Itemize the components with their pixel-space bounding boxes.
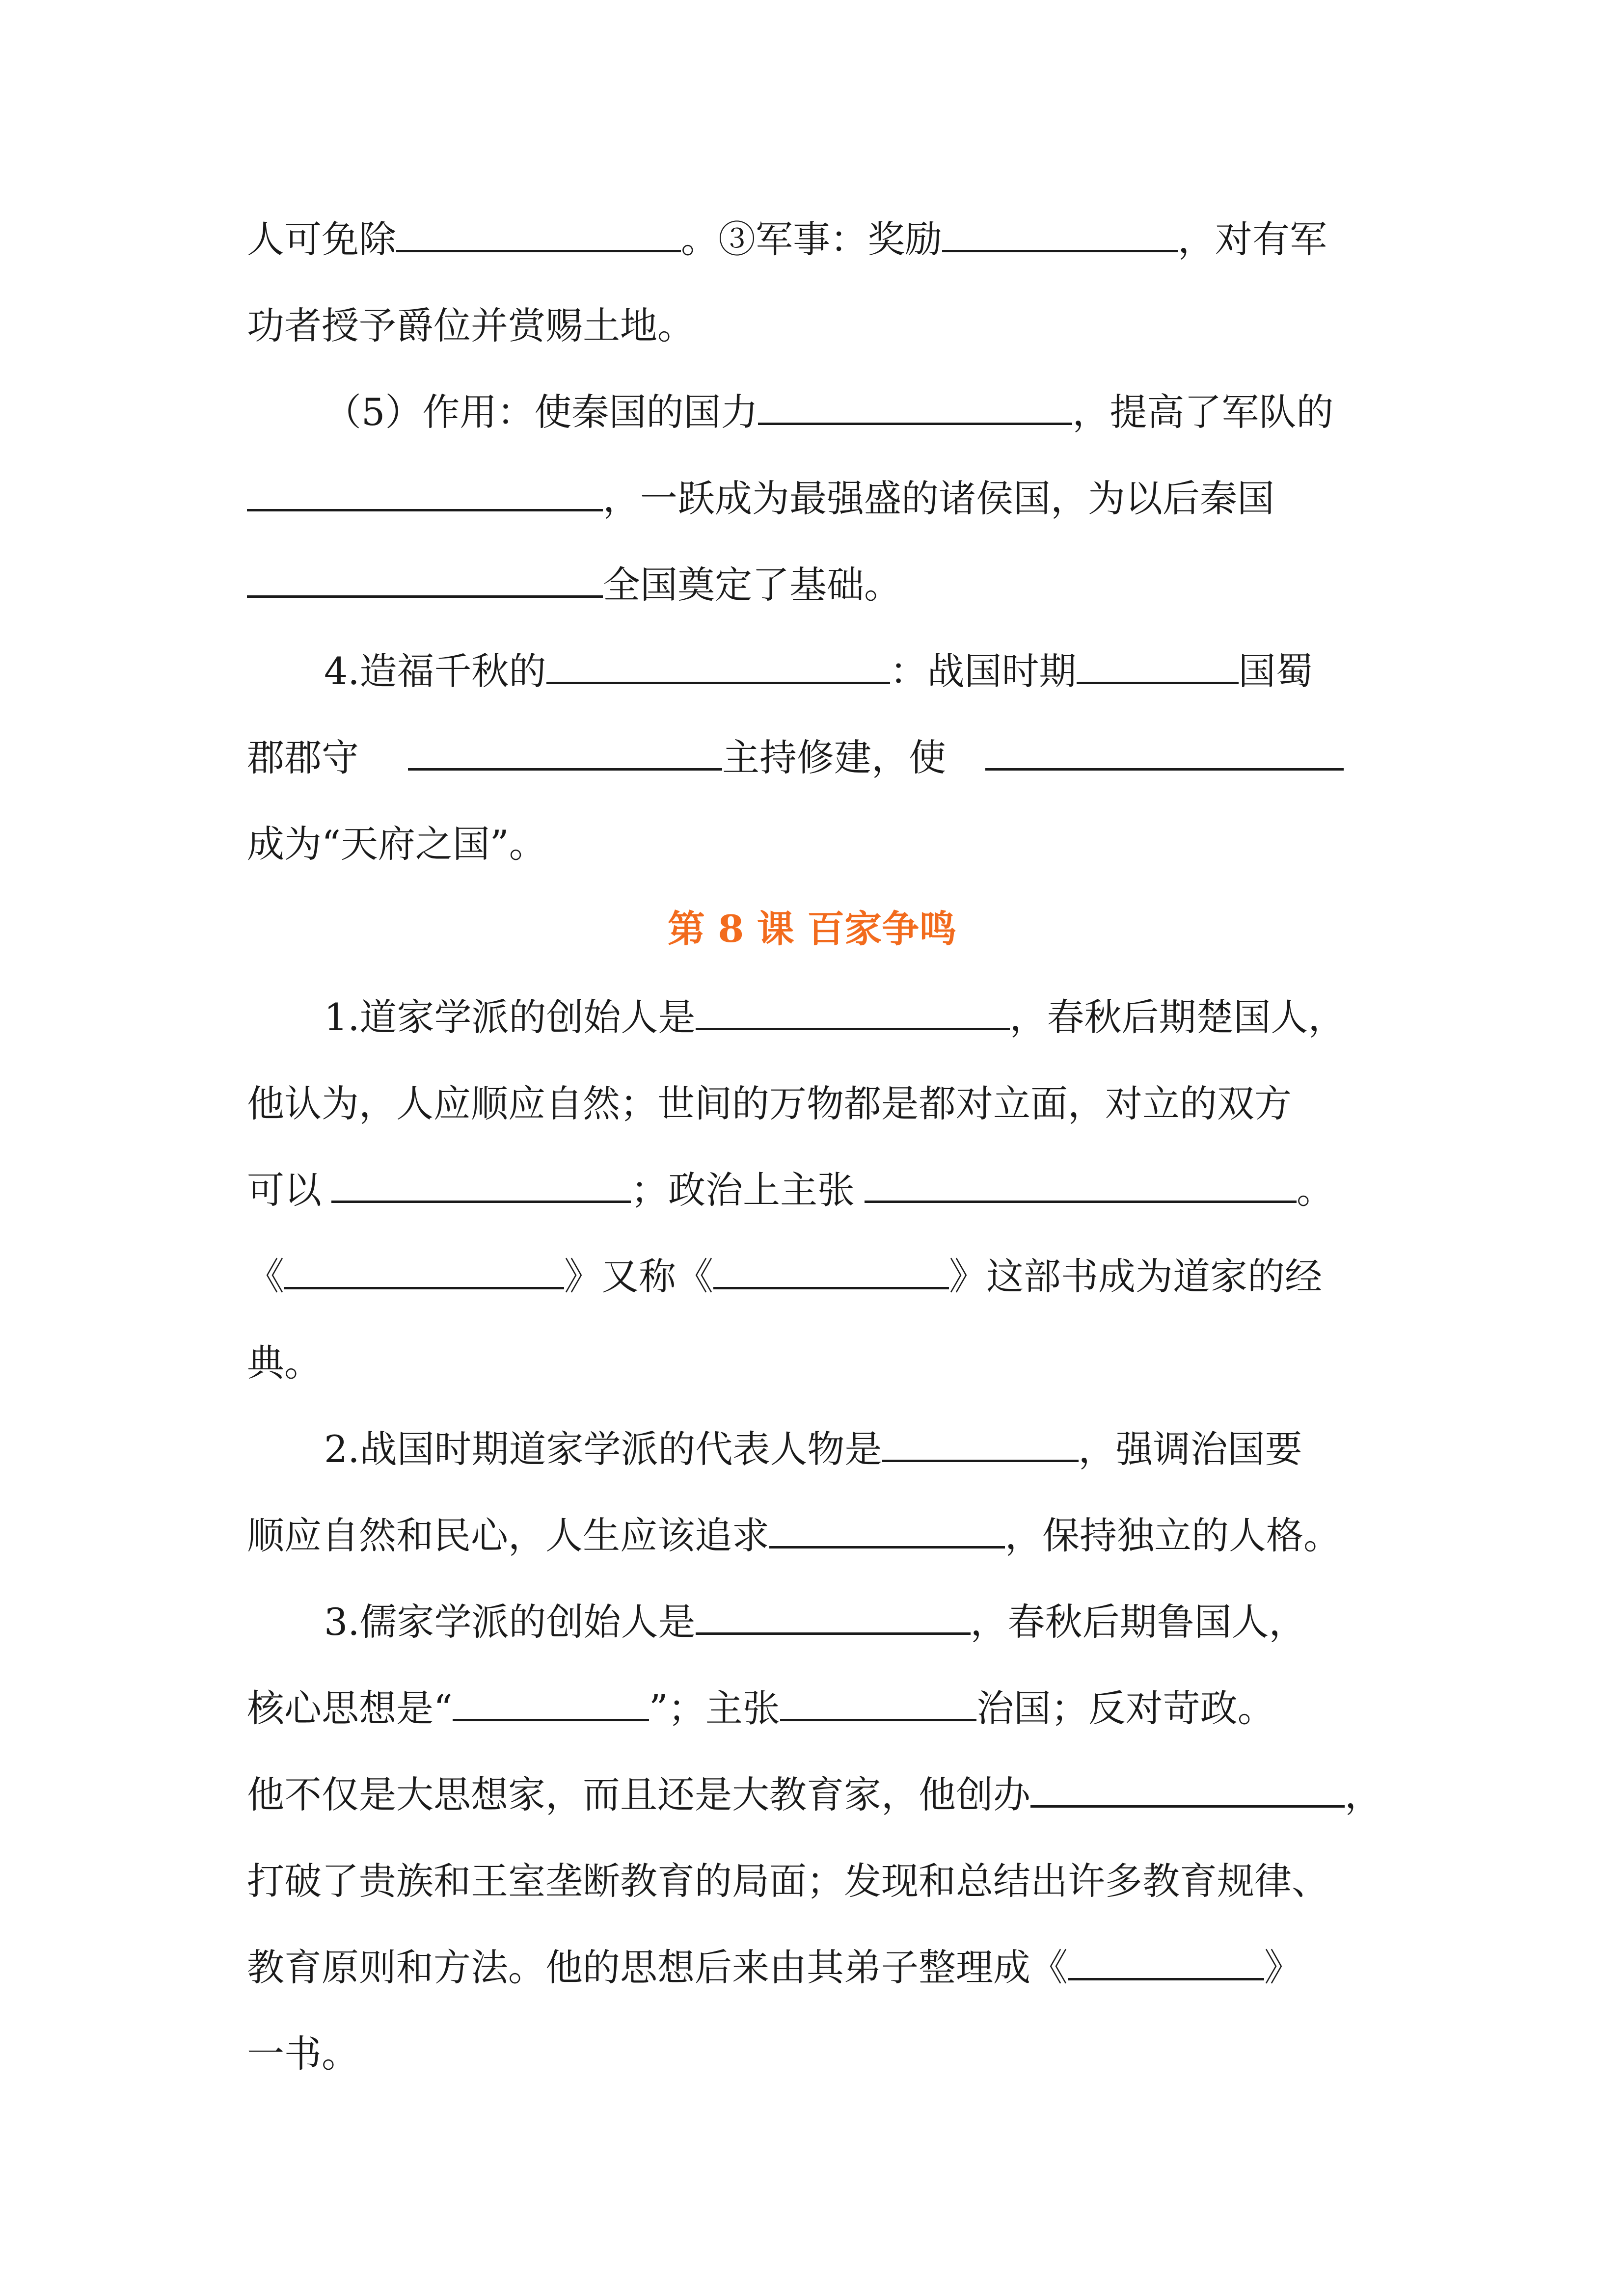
text-line [324, 1406, 1386, 1493]
text-segment: ，一跃成为最强盛的诸侯国，为以后秦国 [603, 477, 1274, 520]
answer-blank[interactable] [696, 1027, 1010, 1030]
answer-blank[interactable] [865, 1200, 1297, 1203]
text-segment: 郡郡守 [247, 736, 359, 779]
text-segment: 。 [1297, 1168, 1334, 1212]
answer-blank[interactable] [331, 1200, 631, 1203]
text-line: 他认为，人应顺应自然；世间的万物都是都对立面，对立的双方 [247, 1082, 1292, 1125]
text-segment: 教育原则和方法。他的思想后来由其弟子整理成《 [247, 1946, 1068, 1989]
text-segment: 顺应自然和民心，人生应该追求 [247, 1514, 769, 1557]
answer-blank[interactable] [696, 1632, 971, 1635]
text-segment: 《 [247, 1255, 284, 1298]
text-segment: 主持修建，使 [722, 736, 946, 779]
text-segment: 》又称《 [564, 1255, 713, 1298]
text-segment: 人可免除 [247, 217, 396, 261]
text-line [324, 1579, 1386, 1665]
text-line [324, 974, 1386, 1061]
text-segment: 他不仅是大思想家，而且还是大教育家，他创办 [247, 1773, 1030, 1816]
answer-blank[interactable] [942, 249, 1178, 252]
answer-blank[interactable] [247, 595, 603, 598]
text-segment: 4.造福千秋的 [324, 649, 546, 693]
answer-blank[interactable] [408, 768, 722, 771]
text-segment: 治国；反对苛政。 [976, 1686, 1275, 1730]
text-line [247, 1665, 1386, 1752]
text-line [324, 369, 1386, 455]
text-segment: （5）作用：使秦国的国力 [324, 390, 758, 434]
text-segment: ， [1345, 1773, 1382, 1816]
answer-blank[interactable] [396, 249, 681, 252]
text-line: 打破了贵族和王室垄断教育的局面；发现和总结出许多教育规律、 [247, 1859, 1329, 1903]
text-line [324, 628, 1386, 715]
text-segment: 国蜀 [1238, 649, 1313, 693]
text-segment: ，春秋后期楚国人， [1009, 995, 1346, 1039]
lesson-title: 第 8 课 百家争鸣 [667, 907, 957, 951]
answer-blank[interactable] [1077, 681, 1239, 684]
text-segment: ，保持独立的人格。 [1005, 1514, 1341, 1557]
answer-blank[interactable] [713, 1286, 949, 1289]
answer-blank[interactable] [546, 681, 890, 684]
text-line [247, 455, 1386, 542]
text-segment: ，春秋后期鲁国人， [970, 1600, 1306, 1644]
answer-blank[interactable] [780, 1718, 976, 1721]
text-segment: ；政治上主张 [631, 1168, 855, 1212]
text-segment: 可以 [247, 1168, 322, 1212]
text-line [247, 1147, 1386, 1233]
text-segment: ，提高了军队的 [1072, 390, 1334, 434]
answer-blank[interactable] [882, 1459, 1079, 1462]
text-line: 功者授予爵位并赏赐土地。 [247, 304, 695, 347]
answer-blank[interactable] [1030, 1805, 1345, 1808]
text-line: 典。 [247, 1341, 322, 1385]
text-segment: 全国奠定了基础。 [603, 563, 901, 607]
answer-blank[interactable] [985, 768, 1344, 771]
answer-blank[interactable] [247, 508, 603, 511]
text-segment: 1.道家学派的创始人是 [324, 995, 696, 1039]
text-segment: 》这部书成为道家的经 [949, 1255, 1322, 1298]
text-segment: ”；主张 [649, 1686, 780, 1730]
text-line [247, 196, 1386, 283]
text-segment: 2.战国时期道家学派的代表人物是 [324, 1427, 882, 1471]
text-segment: ：战国时期 [890, 649, 1077, 693]
text-line [247, 1493, 1386, 1579]
text-segment: 。③军事：奖励 [681, 217, 942, 261]
answer-blank[interactable] [453, 1718, 649, 1721]
answer-blank[interactable] [758, 422, 1072, 425]
text-segment: 核心思想是“ [247, 1686, 453, 1730]
answer-blank[interactable] [1068, 1977, 1264, 1980]
text-line [247, 542, 1386, 628]
text-line [247, 1924, 1386, 2011]
answer-blank[interactable] [284, 1286, 564, 1289]
text-line [247, 715, 1386, 801]
text-segment: ，强调治国要 [1078, 1427, 1302, 1471]
answer-blank[interactable] [769, 1546, 1005, 1548]
text-line [247, 1233, 1386, 1320]
text-line [247, 1752, 1386, 1838]
text-segment: ，对有军 [1178, 217, 1327, 261]
text-line: 成为“天府之国”。 [247, 822, 546, 866]
text-segment: 3.儒家学派的创始人是 [324, 1600, 696, 1644]
text-segment: 》 [1264, 1946, 1301, 1989]
text-line: 一书。 [247, 2032, 359, 2076]
